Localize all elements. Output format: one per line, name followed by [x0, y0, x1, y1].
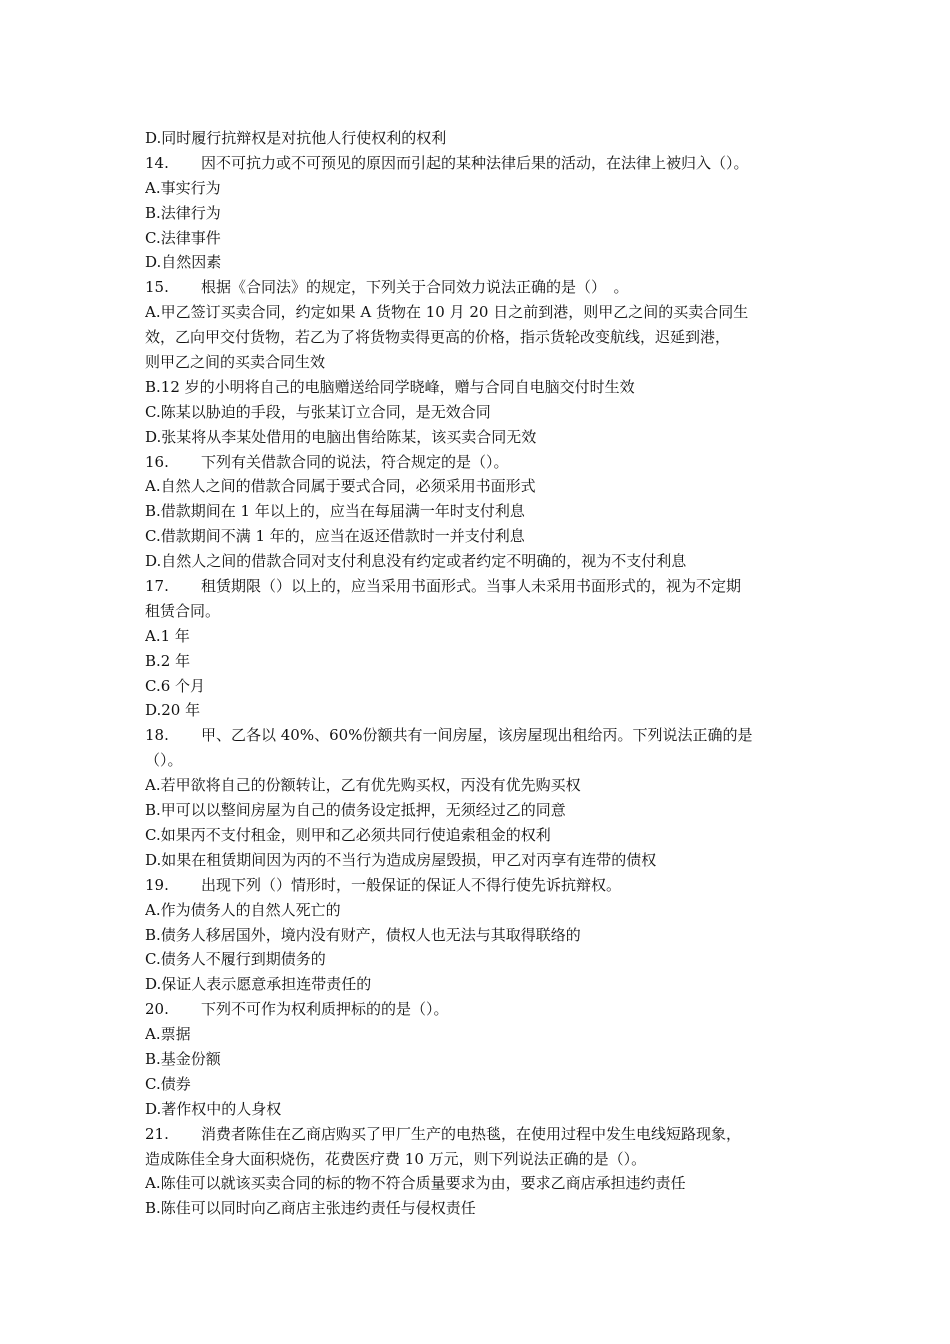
question-line: [145, 997, 815, 1022]
option-line: B.借款期间在 1 年以上的，应当在每届满一年时支付利息: [145, 502, 525, 521]
question-number: 15.: [145, 278, 169, 297]
option-line: 则甲乙之间的买卖合同生效: [145, 353, 326, 372]
option-line: B.12 岁的小明将自己的电脑赠送给同学晓峰，赠与合同自电脑交付时生效: [145, 377, 635, 396]
question-number: 21.: [145, 1124, 169, 1143]
document-body: [145, 126, 815, 1221]
question-text: 消费者陈佳在乙商店购买了甲厂生产的电热毯，在使用过程中发生电线短路现象，: [201, 1124, 742, 1143]
question-text: 出现下列（）情形时，一般保证的保证人不得行使先诉抗辩权。: [201, 875, 622, 894]
question-line: [145, 723, 815, 748]
option-line: A.若甲欲将自己的份额转让，乙有优先购买权，丙没有优先购买权: [145, 776, 581, 795]
option-line: D.20 年: [145, 701, 201, 720]
question-text: 下列不可作为权利质押标的的是（）。: [201, 1000, 449, 1019]
option-line: B.基金份额: [145, 1049, 221, 1068]
question-number: 16.: [145, 452, 169, 471]
option-line: A.作为债务人的自然人死亡的: [145, 900, 341, 919]
option-line: B.甲可以以整间房屋为自己的债务设定抵押，无须经过乙的同意: [145, 801, 566, 820]
question-text: 因不可抗力或不可预见的原因而引起的某种法律后果的活动，在法律上被归入（）。: [201, 153, 749, 172]
option-line: C.如果丙不支付租金，则甲和乙必须共同行使追索租金的权利: [145, 825, 551, 844]
question-line: [145, 873, 815, 898]
option-line: A.自然人之间的借款合同属于要式合同，必须采用书面形式: [145, 477, 536, 496]
question-text: 下列有关借款合同的说法，符合规定的是（）。: [201, 452, 509, 471]
question-text: 租赁期限（）以上的，应当采用书面形式。当事人未采用书面形式的，视为不定期: [201, 577, 742, 596]
question-number: 17.: [145, 577, 169, 596]
option-line: D.保证人表示愿意承担连带责任的: [145, 975, 372, 994]
question-text: 根据《合同法》的规定，下列关于合同效力说法正确的是（） 。: [201, 278, 629, 297]
option-line: A.甲乙签订买卖合同，约定如果 A 货物在 10 月 20 日之前到港，则甲乙之间的买卖合同生: [145, 303, 749, 322]
option-line: C.法律事件: [145, 228, 221, 247]
option-line: D.自然因素: [145, 253, 222, 272]
option-line: B.陈佳可以同时向乙商店主张违约责任与侵权责任: [145, 1199, 476, 1218]
option-line: D.著作权中的人身权: [145, 1099, 282, 1118]
question-line: [145, 275, 815, 300]
option-line: C.陈某以胁迫的手段，与张某订立合同，是无效合同: [145, 402, 491, 421]
option-line: C.6 个月: [145, 676, 206, 695]
question-number: 18.: [145, 726, 169, 745]
option-line: D.同时履行抗辩权是对抗他人行使权利的权利: [145, 129, 447, 147]
question-line: [145, 450, 815, 475]
option-line: A.事实行为: [145, 178, 221, 197]
question-line: [145, 151, 815, 176]
question-line: [145, 1122, 815, 1147]
question-number: 14.: [145, 153, 169, 172]
option-line: B.法律行为: [145, 203, 221, 222]
option-line: D.如果在租赁期间因为丙的不当行为造成房屋毁损，甲乙对丙享有连带的债权: [145, 850, 657, 869]
option-line: A.票据: [145, 1025, 191, 1044]
option-line: B.2 年: [145, 651, 191, 670]
option-line: B.债务人移居国外，境内没有财产，债权人也无法与其取得联络的: [145, 925, 581, 944]
option-line: 租赁合同。: [145, 601, 221, 620]
option-line: （）。: [145, 751, 183, 770]
question-number: 20.: [145, 1000, 169, 1019]
option-line: D.张某将从李某处借用的电脑出售给陈某，该买卖合同无效: [145, 427, 537, 446]
option-line: A.陈佳可以就该买卖合同的标的物不符合质量要求为由，要求乙商店承担违约责任: [145, 1174, 686, 1193]
option-line: D.自然人之间的借款合同对支付利息没有约定或者约定不明确的，视为不支付利息: [145, 552, 687, 571]
question-text: 甲、乙各以 40%、60%份额共有一间房屋，该房屋现出租给丙。下列说法正确的是: [201, 726, 753, 745]
question-number: 19.: [145, 875, 169, 894]
option-line: C.债务人不履行到期债务的: [145, 950, 326, 969]
option-line: A.1 年: [145, 626, 190, 645]
option-line: 效，乙向甲交付货物，若乙为了将货物卖得更高的价格，指示货轮改变航线，迟延到港，: [145, 328, 731, 347]
option-line: 造成陈佳全身大面积烧伤，花费医疗费 10 万元，则下列说法正确的是（）。: [145, 1149, 647, 1168]
question-line: [145, 574, 815, 599]
option-line: C.借款期间不满 1 年的，应当在返还借款时一并支付利息: [145, 527, 525, 546]
option-line: C.债券: [145, 1074, 191, 1093]
